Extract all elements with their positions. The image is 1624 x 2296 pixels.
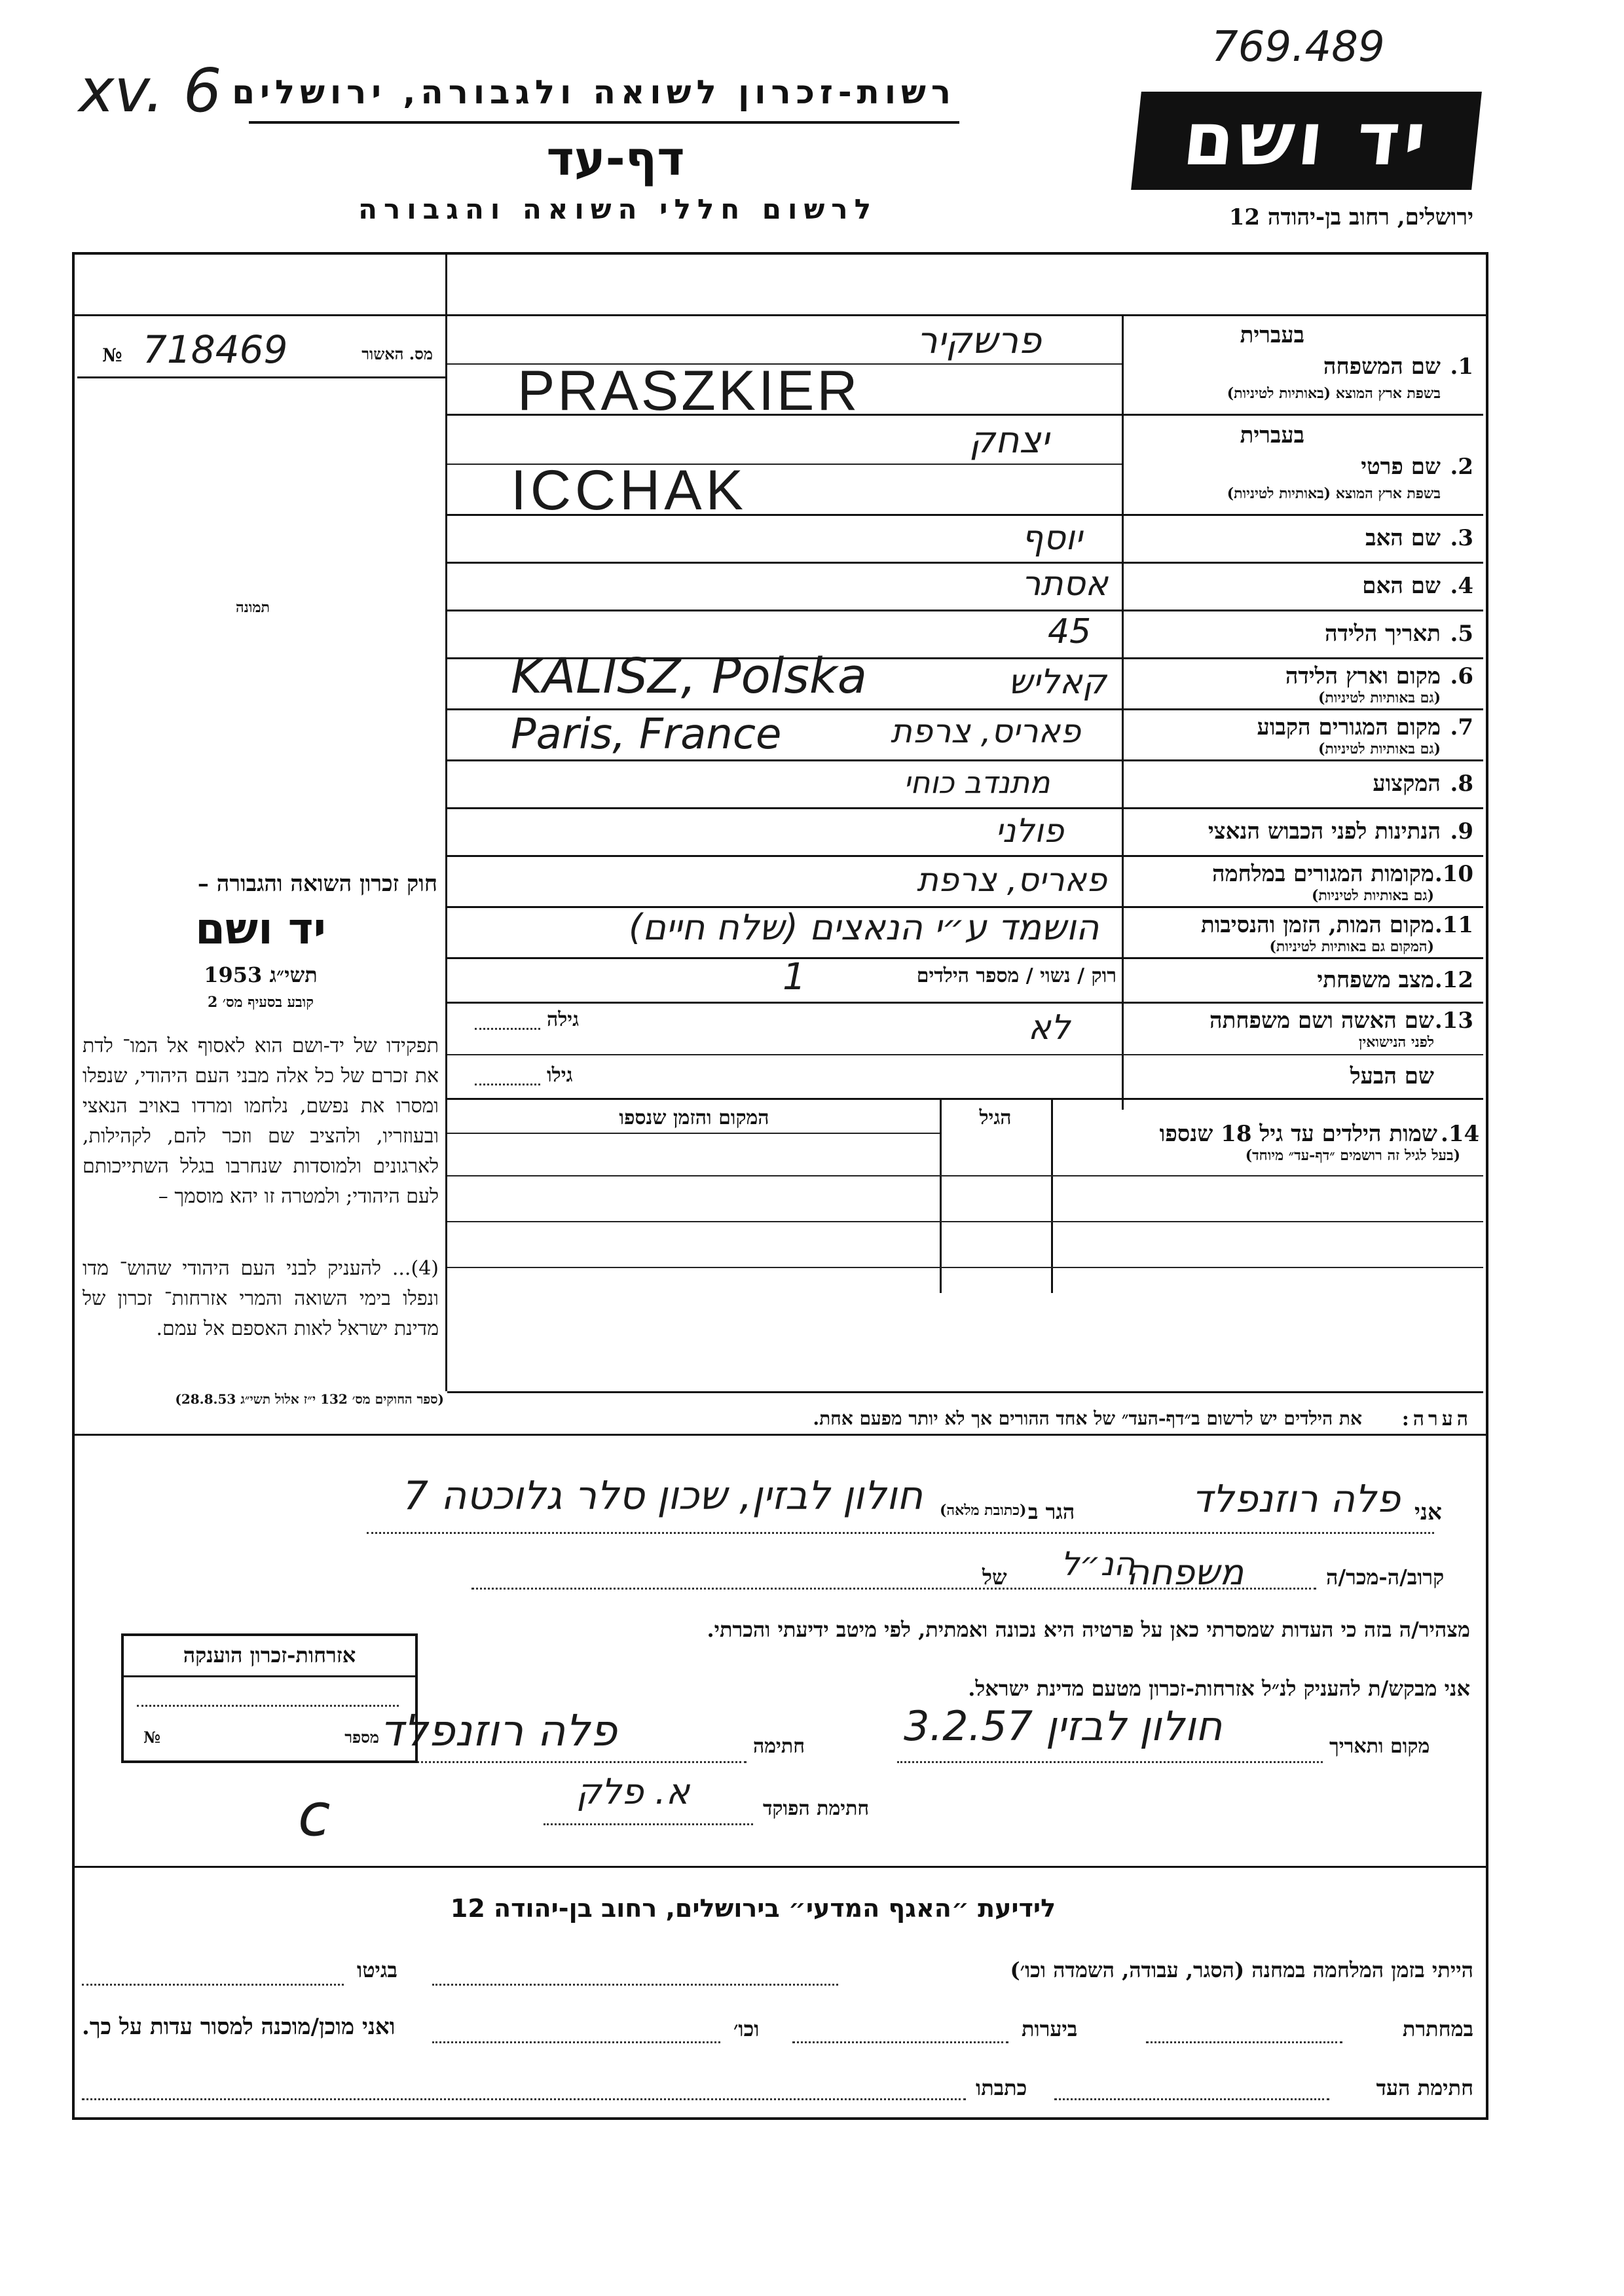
field-num-7: 7. — [1450, 714, 1473, 740]
value-wife: לא — [1028, 1008, 1071, 1048]
field-row-wife — [1124, 1004, 1481, 1053]
logo-text: יד ושם — [1179, 97, 1434, 182]
decl-place-date-label: מקום ותאריך — [1329, 1735, 1430, 1758]
field-label-7: מקום המגורים הקבוע — [1257, 714, 1441, 740]
decl-relation-value: משפחה — [1126, 1552, 1244, 1593]
field-row-birthdate — [1124, 611, 1481, 657]
husband-age-dots — [475, 1084, 540, 1085]
field-num-12: 12. — [1434, 967, 1473, 993]
file-number: 769.489 — [1211, 23, 1385, 71]
wife-age-dots — [475, 1028, 540, 1030]
field-label-5: תאריך הלידה — [1324, 621, 1441, 647]
decl-request: אני מבקש/ת להעניק לנ״ל אזרחות-זכרון מטעם מדינת ישראל. — [968, 1676, 1470, 1701]
bottom-line2-d: ואני מוכן/מוכנה למסור עדות על כך. — [82, 2014, 396, 2040]
value-birthplace-latin: KALISZ, Polska — [511, 648, 868, 704]
decl-place-date-value: חולון לבזין 3.2.57 — [904, 1702, 1223, 1750]
children-head-line — [447, 1133, 940, 1134]
decl-statement: מצהיר/ה בזה כי העדות שמסרתי כאן על פרטיה היא נכונה ואמתית, לפי מיטב ידיעתי והכרתי. — [707, 1617, 1470, 1642]
field-label-12: מצב משפחתי — [1317, 967, 1434, 993]
law-year: תשי״ג 1953 — [204, 962, 318, 987]
children-row-1 — [447, 1175, 1483, 1176]
bottom-line2-dots-b — [792, 2041, 1008, 2043]
field-num-11: 11. — [1434, 912, 1473, 938]
note-bottom — [72, 1434, 1486, 1436]
bottom-line3-b: כתבתו — [976, 2075, 1027, 2100]
field-row-father — [1124, 516, 1481, 562]
field-label-4: שם האם — [1362, 573, 1441, 599]
children-row-3 — [447, 1267, 1483, 1268]
decl-resident: הגר ב — [1028, 1499, 1075, 1524]
children-title: שמות הילדים עד גיל 18 שנספו — [1159, 1121, 1437, 1147]
value-profession: מתנדב כוחי — [904, 765, 1050, 800]
field-sub-13: לפני הנישואין — [1358, 1034, 1434, 1051]
approval-label: מס. האשור — [361, 344, 433, 363]
header-address: ירושלים, רחוב בן-יהודה 12 — [1228, 204, 1473, 230]
note-text: את הילדים יש לרשום ב״דף-העד״ של אחד ההורים אך לא יותר מפעם אחת. — [813, 1408, 1362, 1429]
children-row-2 — [447, 1221, 1483, 1222]
bottom-line2-dots-c — [432, 2041, 720, 2043]
children-col-place: המקום והזמן שנספו — [619, 1106, 769, 1129]
field-row-residence — [1124, 710, 1481, 759]
field-row-nationality — [1124, 809, 1481, 855]
field-num-9: 9. — [1450, 818, 1473, 845]
row-sep-14 — [447, 1098, 1483, 1100]
field-num-4: 4. — [1450, 573, 1473, 599]
field-num-10: 10. — [1434, 861, 1473, 887]
field-label-hebrew-2: בעברית — [1240, 422, 1304, 448]
field-sub-2: בשפת ארץ המוצא (באותיות לטיניות) — [1227, 485, 1441, 502]
value-first-latin: ICCHAK — [511, 459, 747, 522]
value-death: הושמד ע״י הנאצים (שלח חיים) — [629, 907, 1099, 948]
field-label-3: שם האב — [1365, 525, 1441, 551]
authority-underline — [249, 121, 959, 124]
value-birthdate: 45 — [1048, 612, 1092, 651]
field-num-5: 5. — [1450, 621, 1473, 647]
bottom-line1-a: הייתי בזמן המלחמה במחנה (הסגר, עבודה, השמדה וכו׳) — [1010, 1958, 1473, 1982]
children-age-col-right — [1051, 1100, 1053, 1293]
bottom-line3-a: חתימת העד — [1376, 2075, 1473, 2100]
bottom-heading: לידיעת ״האגף המדעי״ בירושלים, רחוב בן-יהודה 12 — [450, 1894, 1056, 1923]
left-column-divider — [445, 252, 447, 1391]
citizenship-title: אזרחות-זכרון הוענקה — [183, 1643, 356, 1667]
field-row-first-name — [1124, 416, 1481, 514]
decl-officer-label: חתימת הפוקד — [763, 1797, 870, 1820]
law-title: חוק זכרון השואה והגבורה – — [197, 871, 437, 897]
field-sub-11: (המקום גם באותיות לטיניות) — [1269, 938, 1434, 955]
citizenship-dots-1 — [137, 1705, 399, 1707]
field-label-10: מקומות המגורים במלחמה — [1211, 861, 1434, 887]
field-label-9: הנתינות לפני הכבוש הנאצי — [1208, 818, 1441, 845]
value-family-hebrew: פרשקיר — [917, 319, 1042, 362]
field-row-marital — [1124, 959, 1481, 1002]
bottom-line2-a: במחתרת — [1402, 2016, 1473, 2041]
decl-ani: אני — [1414, 1499, 1442, 1525]
field-label-hebrew-1: בעברית — [1240, 322, 1304, 348]
photo-label: תמונה — [236, 599, 270, 616]
field-num-2: 2. — [1450, 454, 1473, 480]
approval-number-box — [77, 327, 441, 376]
field-row-husband — [1124, 1055, 1481, 1098]
field-row-death — [1124, 908, 1481, 957]
field-label-8: המקצוע — [1373, 771, 1441, 797]
children-age-col-left — [940, 1100, 942, 1293]
law-name: יד ושם — [195, 903, 326, 954]
field-row-birthplace — [1124, 659, 1481, 708]
decl-name: פלה רוזנפלד — [1192, 1476, 1401, 1521]
decl-address-hint: (כתובת מלאה) — [940, 1502, 1027, 1519]
decl-of-label: של — [982, 1565, 1007, 1590]
decl-signature-dots — [393, 1761, 747, 1763]
approval-prefix: № — [102, 344, 122, 366]
bottom-line1-dots-b — [82, 1984, 344, 1986]
field-label-1: שם המשפחה — [1323, 354, 1441, 380]
field-sub-10: (גם באותיות לטיניות) — [1311, 887, 1434, 904]
decl-of-value: הנ״ל — [1061, 1545, 1135, 1583]
field-row-profession — [1124, 761, 1481, 807]
margin-note: xv. 6 — [79, 56, 222, 126]
field-sub-6: (גם באותיות לטיניות) — [1318, 689, 1441, 706]
children-num: 14. — [1441, 1121, 1480, 1147]
field-num-13: 13. — [1434, 1008, 1473, 1034]
law-paragraph-1: תפקידו של יד-ושם הוא לאסוף אל המו־ לדת את זכרם של כל אלה מבני העם היהודי, שנפלו ומסרו את נפשם, נלחמו ומרדו באויב הנאצי ובעוזריו, ולהציב שם וזכר להם, לקהילות, לארגונים ולמוסדות שנחרבו בגלל השתייכותם לעם היהודי; ולמטרה זו יהא מוסמך – — [83, 1034, 439, 1208]
field-label-6: מקום וארץ הלידה — [1285, 663, 1441, 689]
decl-signature-label: חתימה — [753, 1735, 805, 1758]
citizenship-number-label: מספר — [344, 1728, 379, 1747]
bottom-line2-dots-a — [1146, 2041, 1342, 2043]
bottom-line3-dots-b — [82, 2098, 966, 2100]
law-source: (ספר החוקים מס׳ 132 י״ז אלול תשי״ג 28.8.53) — [175, 1391, 444, 1407]
field-sub-1: בשפת ארץ המוצא (באותיות לטיניות) — [1227, 385, 1441, 402]
authority-line: רשות-זכרון לשואה ולגבורה, ירושלים — [232, 73, 956, 111]
bottom-line2-b: ביערות — [1022, 2016, 1078, 2041]
field-num-3: 3. — [1450, 525, 1473, 551]
husband-age-label: גילו — [547, 1064, 573, 1087]
field-row-family-name — [1124, 316, 1481, 414]
decl-signature: פלה רוזנפלד — [380, 1705, 618, 1756]
children-subtitle: (בעל לגיל זה רושמים ״דף-עד״ מיוחד) — [1245, 1147, 1460, 1164]
yad-vashem-logo — [1131, 92, 1482, 190]
decl-officer-dots — [544, 1823, 753, 1825]
value-mother: אסתר — [1022, 564, 1109, 604]
field-num-6: 6. — [1450, 663, 1473, 689]
wife-age-label: גילה — [547, 1008, 580, 1031]
declaration-bottom — [72, 1866, 1486, 1868]
decl-place-date-dots — [897, 1761, 1323, 1763]
note-label: הערה: — [1401, 1408, 1472, 1430]
field-label-11: מקום המות, הזמן והנסיבות — [1200, 912, 1434, 938]
field-num-1: 1. — [1450, 354, 1473, 380]
value-birthplace: קאליש — [1008, 663, 1107, 702]
citizenship-number-prefix: № — [143, 1728, 161, 1747]
value-children-count: 1 — [783, 956, 806, 998]
decl-relation-label: קרוב/ה-מכר/ה — [1326, 1565, 1445, 1590]
bottom-line3-dots-a — [1054, 2098, 1329, 2100]
approval-underline — [77, 376, 445, 378]
form-subtitle: לרשום חללי השואה והגבורה — [358, 193, 877, 225]
field-row-mother — [1124, 564, 1481, 610]
bottom-line1-b: בגיטו — [357, 1958, 397, 1982]
value-nationality: פולני — [995, 812, 1064, 850]
law-box — [77, 864, 444, 1414]
marital-options: רוק / נשוי / מספר הילדים — [916, 964, 1116, 987]
citizenship-title-line — [124, 1675, 415, 1677]
field-label-13: שם האשה ושם משפחתה — [1209, 1008, 1434, 1034]
margin-mark: c — [298, 1781, 331, 1850]
value-father: יוסף — [1022, 519, 1082, 558]
value-family-latin: PRASZKIER — [517, 359, 860, 422]
decl-address-dots — [367, 1532, 1434, 1534]
citizenship-box — [121, 1633, 418, 1763]
field-row-war-residence — [1124, 857, 1481, 906]
field-sub-7: (גם באותיות לטיניות) — [1318, 740, 1441, 757]
value-first-hebrew: יצחק — [969, 419, 1050, 462]
value-war-residence: פאריס, צרפת — [917, 861, 1107, 899]
field-label-husband: שם הבעל — [1350, 1063, 1434, 1089]
value-residence: פאריס, צרפת — [891, 712, 1081, 750]
decl-relation-dots — [471, 1588, 1316, 1590]
decl-address: חולון לבזין, שכון סלר גלוכטה 7 — [403, 1473, 923, 1519]
law-clause: קובע בסעיף מס׳ 2 — [207, 994, 314, 1011]
approval-value: 718469 — [143, 327, 288, 372]
bottom-line2-c: וכו׳ — [733, 2016, 760, 2041]
bottom-line1-dots-a — [432, 1984, 838, 1986]
value-residence-latin: Paris, France — [511, 710, 782, 759]
field-label-2: שם פרטי — [1361, 454, 1441, 480]
form-title: דף-עד — [546, 131, 685, 186]
children-col-age: הגיל — [979, 1106, 1012, 1129]
children-table-bottom — [447, 1391, 1483, 1393]
decl-officer-signature: א. פלק — [576, 1771, 690, 1812]
law-paragraph-2: (4)... להעניק לבני העם היהודי שהוש־ מדו ונפלו בימי השואה והמרי אזרחות־ זכרון של מדינת ישראל לאות האספם אל עמם. — [83, 1257, 439, 1340]
field-num-8: 8. — [1450, 771, 1473, 797]
